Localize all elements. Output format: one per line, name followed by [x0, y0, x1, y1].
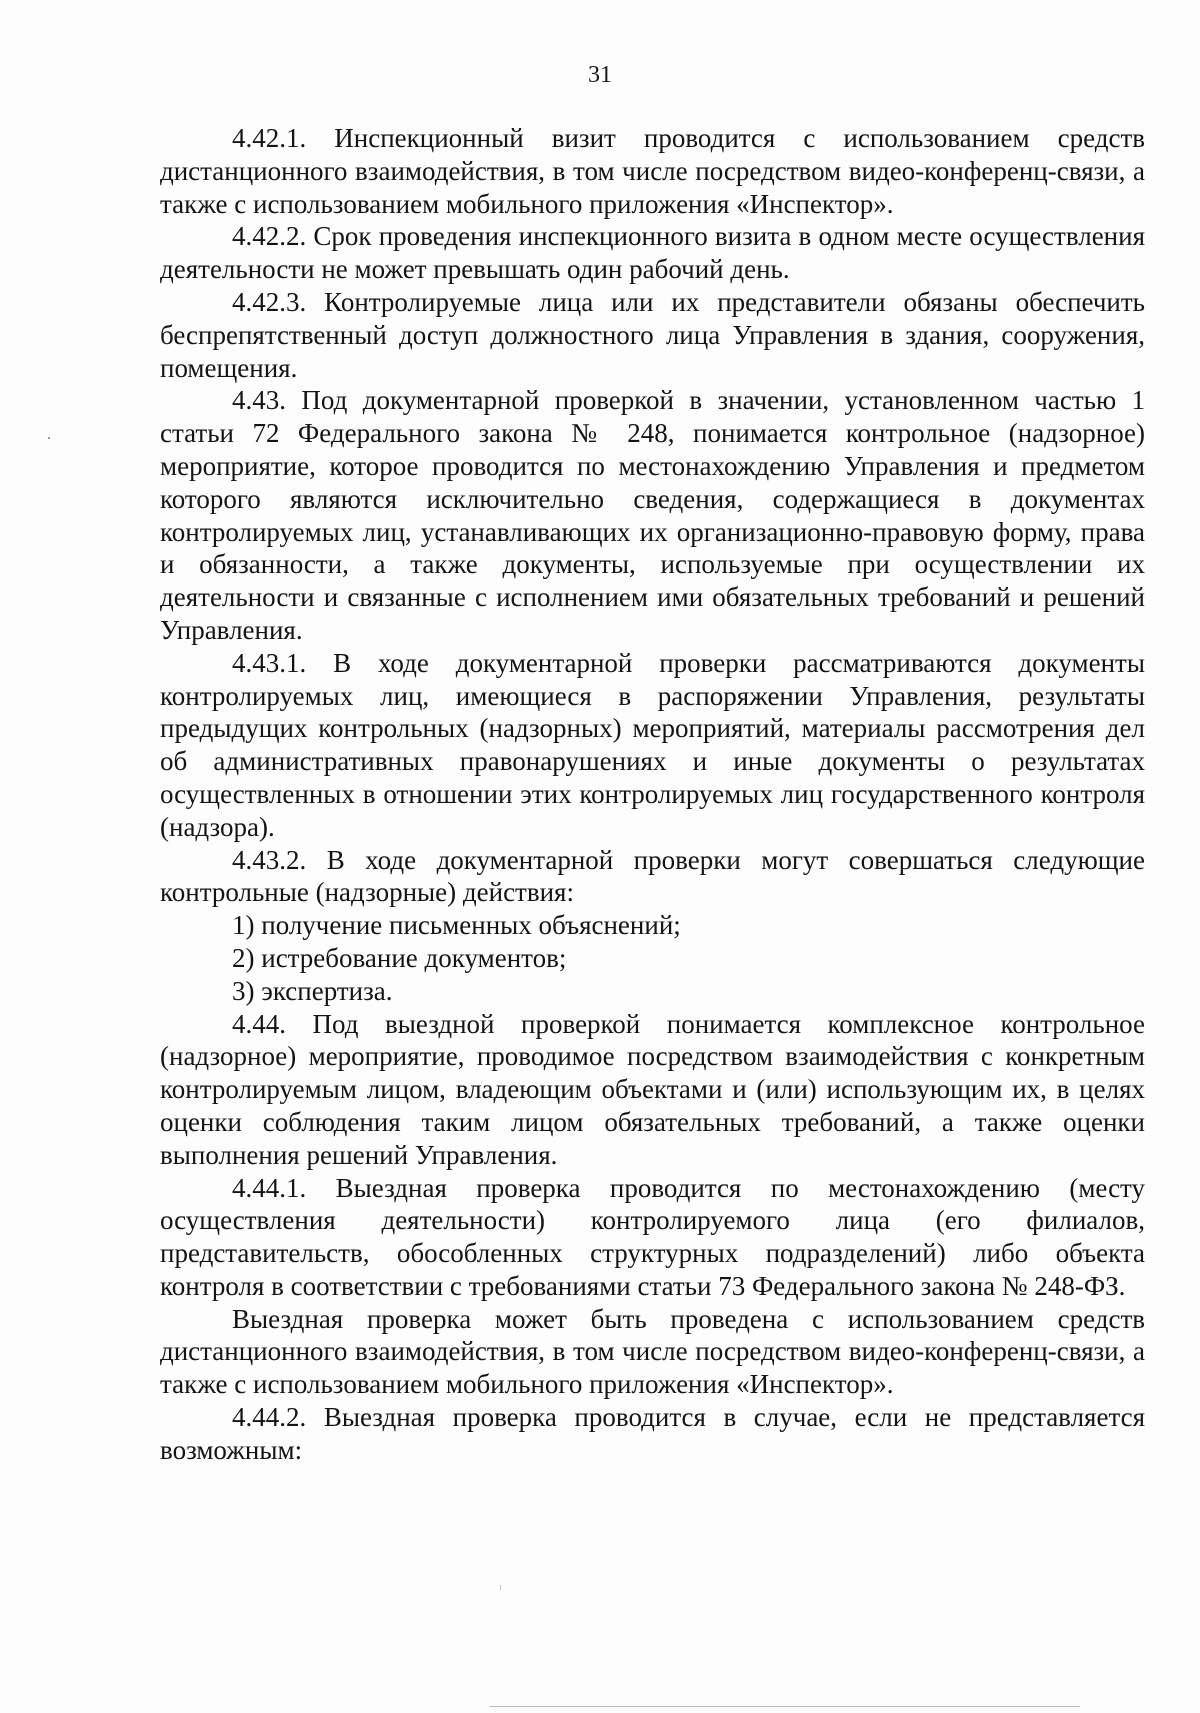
scan-artifact — [48, 437, 50, 439]
paragraph-4-42-1: 4.42.1. Инспекционный визит проводится с использованием средств дистанционного взаимодействия, в том числе посредством видео-конференц-связи, а также с использованием мобильного приложения «Инспектор». — [160, 123, 1145, 219]
paragraph-4-43: 4.43. Под документарной проверкой в значении, установленном частью 1 статьи 72 Федерального закона № 248, понимается контрольное (надзорное) мероприятие, которое проводится по местонахождению Управления и предметом которого являются исключительно сведения, содержащиеся в документах контролируемых лиц, устанавливающих их организационно-правовую форму, права и обязанности, а также документы, используемые при осуществлении их деятельности и связанные с исполнением ими обязательных требований и решений Управления. — [160, 385, 1145, 645]
page-number: 31 — [588, 62, 612, 88]
paragraph-remote-inspection: Выездная проверка может быть проведена с использованием средств дистанционного взаимодействия, в том числе посредством видео-конференц-связи, а также с использованием мобильного приложения «Инспектор». — [160, 1303, 1145, 1400]
paragraph-4-42-2: 4.42.2. Срок проведения инспекционного визита в одном месте осуществления деятельности не может превышать один рабочий день. — [160, 221, 1145, 285]
list-item: 3) экспертиза. — [232, 975, 393, 1006]
list-item: 1) получение письменных объяснений; — [232, 910, 681, 941]
scan-artifact — [500, 1585, 501, 1590]
paragraph-4-44: 4.44. Под выездной проверкой понимается комплексное контрольное (надзорное) мероприятие, проводимое посредством взаимодействия с конкретным контролируемым лицом, владеющим объектами и (или) использующим их, в целях оценки соблюдения таким лицом обязательных требований, а также оценки выполнения решений Управления. — [160, 1008, 1145, 1170]
paragraph-4-43-2: 4.43.2. В ходе документарной проверки могут совершаться следующие контрольные (надзорные) действия: — [160, 844, 1145, 908]
list-item: 2) истребование документов; — [232, 942, 567, 973]
paragraph-4-44-1: 4.44.1. Выездная проверка проводится по местонахождению (месту осуществления деятельности) контролируемого лица (его филиалов, представительств, обособленных структурных подразделений) либо объекта контроля в соответствии с требованиями статьи 73 Федерального закона № 248-ФЗ. — [160, 1172, 1145, 1301]
paragraph-4-42-3: 4.42.3. Контролируемые лица или их представители обязаны обеспечить беспрепятственный доступ должностного лица Управления в здания, сооружения, помещения. — [160, 286, 1145, 383]
paragraph-4-44-2: 4.44.2. Выездная проверка проводится в случае, если не представляется возможным: — [160, 1402, 1145, 1465]
document-body — [160, 122, 1145, 1467]
paragraph-4-43-1: 4.43.1. В ходе документарной проверки рассматриваются документы контролируемых лиц, имеющиеся в распоряжении Управления, результаты предыдущих контрольных (надзорных) мероприятий, материалы рассмотрения дел об административных правонарушениях и иные документы о результатах осуществленных в отношении этих контролируемых лиц государственного контроля (надзора). — [160, 647, 1145, 842]
scan-edge-line — [490, 1706, 1080, 1707]
